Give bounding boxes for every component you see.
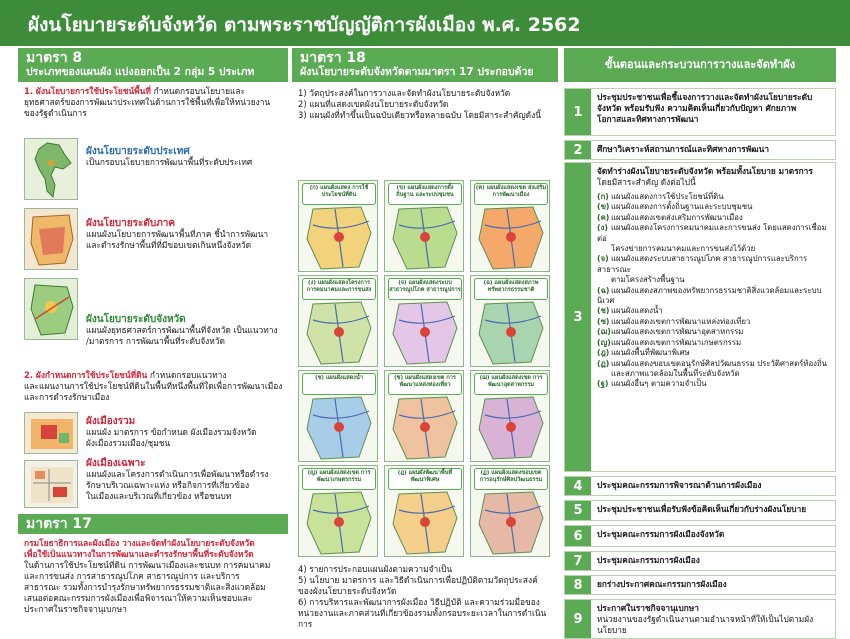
provincial-plan-title: ผังนโยบายระดับจังหวัด [86, 314, 186, 325]
plan-map-caption: (ญ) แผนผังแสดงเขต การพัฒนาเกษตรกรรม [302, 468, 376, 490]
plan-map-card [298, 465, 378, 557]
comprehensive-plan-title: ผังเมืองรวม [86, 416, 136, 427]
regional-plan-title: ผังนโยบายระดับภาค [86, 218, 176, 229]
step-text: ประกาศในราชกิจจานุเบกษา หน่วยงานของรัฐดำเนินงานตามอำนาจหน้าที่ให้เป็นไปตามผังนโยบาย [597, 603, 814, 635]
step-number: 8 [565, 576, 591, 594]
plan-map-card [384, 275, 464, 367]
step-number: 7 [565, 552, 591, 570]
process-step [564, 476, 836, 496]
plan-map-caption: (ข) แผนผังแสดงการตั้งถิ่นฐาน และระบบชุมชน [388, 183, 462, 205]
component-item: (ฌ)แผนผังแสดงเขตการพัฒนาอุตสาหกรรม [597, 327, 744, 337]
plan-map-caption: (ค) แผนผังแสดงเขต ส่งเสริมการพัฒนาเมือง [474, 183, 548, 205]
plan-map-caption: (ช) แผนผังแสดงน้ำ [302, 373, 376, 395]
plan-map-card [470, 465, 550, 557]
plan-map-card [470, 180, 550, 272]
section-18-title: มาตรา 18 [300, 50, 366, 66]
plan-map-caption: (ก) แผนผังแสดง การใช้ประโยชน์ที่ดิน [302, 183, 376, 205]
section-18-subtitle: ผังนโยบายระดับจังหวัดตามมาตรา 17 ประกอบด้วย [300, 66, 534, 78]
step-text: จัดทำร่างผังนโยบายระดับจังหวัด พร้อมทั้งนโยบาย มาตรการ โดยมีสาระสำคัญ ดังต่อไปนี้ (ก) แผนผังแสดงการใช้ประโยชน์ที่ดิน (ข) แผนผังแสดงการตั้งถิ่นฐานและระบบชุมชน (ค) แผนผังแสดงเขตส่งเสริมการพัฒนาเมือง (ง) แผนผังแสดงโครงการคมนาคมและการขนส่ง โดยแสดงการเชื่อมต่อ โครงข่ายการคมนาคมและการขนส่งไว้ด้วย (จ) แผนผังแสดงระบบสาธารณูปโภค สาธารณูปการและบริการสาธารณะ ตามโครงสร้างพื้นฐาน (ฉ) แผนผังแสดงสภาพของทรัพยากรธรรมชาติสิ่งแวดล้อมและระบบนิเวศ (ช) แผนผังแสดงน้ำ (ซ) แผนผังแสดงเขตการพัฒนาแหล่งท่องเที่ยว (ฌ)แผนผังแสดงเขตการพัฒนาอุตสาหกรรม (ญ)แผนผังแสดงเขตการพัฒนาเกษตรกรรม (ฎ) แผนผังพื้นที่พัฒนาพิเศษ (ฏ) แผนผังแสดงขอบเขตอนุรักษ์ศิลปวัฒนธรรม ประวัติศาสตร์ท้องถิ่น และสภาพแวดล้อมในพื้นที่ระดับจังหวัด (ฐ) แผนผังอื่นๆ ตามความจำเป็น [597, 166, 831, 390]
column-section-18 [292, 48, 558, 629]
draft-plan-components [597, 192, 831, 390]
process-step [564, 525, 836, 547]
comprehensive-plan-image [24, 412, 78, 454]
plan-map-grid [298, 180, 552, 560]
process-step [564, 551, 836, 571]
step-number: 6 [565, 526, 591, 546]
component-item: (ช) แผนผังแสดงน้ำ [597, 306, 663, 316]
component-item: (ญ)แผนผังแสดงเขตการพัฒนาเกษตรกรรม [597, 337, 742, 347]
page-title: ผังนโยบายระดับจังหวัด ตามพระราชบัญญัติการผังเมือง พ.ศ. 2562 [28, 14, 581, 36]
step-text: ประชุมคณะกรรมการพิจารณาด้านการผังเมือง [597, 480, 762, 490]
plan-map-card [298, 275, 378, 367]
comprehensive-plan-block: ผังเมืองรวม แผนผัง มาตรการ ข้อกำหนด ผังเมืองรวมจังหวัด ผังเมืองรวมเมือง/ชุมชน [86, 416, 286, 449]
component-item: โครงข่ายการคมนาคมและการขนส่งไว้ด้วย [611, 244, 756, 254]
plan-map-caption: (ฌ) แผนผังแสดงเขต การพัฒนาอุตสาหกรรม [474, 373, 548, 395]
provincial-plan-block: ผังนโยบายระดับจังหวัด แผนผังยุทธศาสตร์การพัฒนาพื้นที่จังหวัด เป็นแนวทาง /มาตรการ การพัฒนาพื้นที่ระดับจังหวัด [86, 314, 286, 347]
component-item: (ข) แผนผังแสดงการตั้งถิ่นฐานและระบบชุมชน [597, 202, 753, 212]
land-use-plan-heading: 2. ผังกำหนดการใช้ประโยชน์ที่ดิน [24, 370, 148, 380]
specific-plan-image [24, 460, 78, 508]
specific-plan-title: ผังเมืองเฉพาะ [86, 458, 146, 469]
step-number: 3 [565, 163, 591, 471]
step-number: 9 [565, 600, 591, 638]
process-title: ขั้นตอนและกระบวนการวางและจัดทำผัง [604, 58, 796, 71]
component-item: (ซ) แผนผังแสดงเขตการพัฒนาแหล่งท่องเที่ยว [597, 316, 751, 326]
step-text: ประชุมประชาชนเพื่อรับฟังข้อคิดเห็นเกี่ยวกับร่างผังนโยบาย [597, 504, 807, 514]
plan-map-card [470, 275, 550, 367]
plan-map-caption: (ฎ) แผนผังพัฒนาพื้นที่ พัฒนาพิเศษ [388, 468, 462, 490]
plan-map-card [384, 370, 464, 462]
plan-map-caption: (จ) แผนผังแสดงระบบ สาธารณูปโภค สาธารณูปการ [388, 278, 462, 300]
provincial-map-image [24, 278, 78, 340]
step-number: 5 [565, 501, 591, 520]
specific-plan-block: ผังเมืองเฉพาะ แผนผังและโครงการดำเนินการเพื่อพัฒนาหรือดำรง รักษาบริเวณเฉพาะแห่ง หรือกิจการที่เกี่ยวข้อง ในเมืองและบริเวณที่เกี่ยวข้อง หรือชนบท [86, 458, 288, 502]
process-header [564, 48, 836, 82]
national-plan-desc: เป็นกรอบนโยบายการพัฒนาพื้นที่ระดับประเทศ [86, 157, 253, 167]
component-item: (ก) แผนผังแสดงการใช้ประโยชน์ที่ดิน [597, 192, 724, 201]
component-item: (ฉ) แผนผังแสดงสภาพของทรัพยากรธรรมชาติสิ่งแวดล้อมและระบบนิเวศ [597, 285, 822, 306]
section-8-subtitle: ประเภทของแผนผัง แบ่งออกเป็น 2 กลุ่ม 5 ประเภท [26, 66, 255, 78]
plan-map-card [470, 370, 550, 462]
plan-map-caption: (ซ) แผนผังแสดงเขต การพัฒนาแหล่งท่องเที่ยว [388, 373, 462, 395]
component-item: (ง) แผนผังแสดงโครงการคมนาคมและการขนส่ง โดยแสดงการเชื่อมต่อ [597, 223, 827, 243]
plan-map-caption: (ฉ) แผนผังแสดงสภาพ ทรัพยากรธรรมชาติ [474, 278, 548, 300]
national-plan-block [86, 146, 286, 168]
regional-plan-block: ผังนโยบายระดับภาค แผนผังนโยบายการพัฒนาพื้นที่ภาค ชี้นำการพัฒนา และดำรงรักษาพื้นที่ที่มีขอบเขตเกินหนึ่งจังหวัด [86, 218, 286, 251]
component-item: ตามโครงสร้างพื้นฐาน [611, 275, 685, 285]
process-step [564, 88, 836, 136]
page-banner [0, 0, 850, 46]
component-item: (ฏ) แผนผังแสดงขอบเขตอนุรักษ์ศิลปวัฒนธรรม ประวัติศาสตร์ท้องถิ่น [597, 358, 827, 368]
plan-map-card [298, 370, 378, 462]
plan-map-caption: (ง) แผนผังแสดงโครงการ การคมนาคมและการขนส่ง [302, 278, 376, 300]
process-step [564, 599, 836, 639]
section-8-header [18, 48, 288, 82]
component-item: (จ) แผนผังแสดงระบบสาธารณูปโภค สาธารณูปการและบริการสาธารณะ [597, 254, 808, 274]
national-plan-title: ผังนโยบายระดับประเทศ [86, 146, 190, 157]
plan-map-caption: (ฏ) แผนผังแสดงขอบเขต การอนุรักษ์ศิลปวัฒนธรรม [474, 468, 548, 490]
column-section-8 [18, 48, 288, 614]
section-17-body: กรมโยธาธิการและผังเมือง วางและจัดทำผังนโยบายระดับจังหวัด เพื่อใช้เป็นแนวทางในการพัฒนาและดำรงรักษาพื้นที่ระดับจังหวัด ในด้านการใช้ประโยชน์ที่ดิน การพัฒนาเมืองและชนบท การคมนาคม และการขนส่ง การสาธารณูปโภค สาธารณูปการ และบริการ สาธารณะ รวมทั้งการบำรุงรักษาทรัพยากรธรรมชาติและสิ่งแวดล้อม เสนอต่อคณะกรรมการผังเมืองเพื่อพิจารณาให้ความเห็นชอบและ ประกาศในราชกิจจานุเบกษา [24, 538, 271, 614]
process-step [564, 140, 836, 160]
section-17-title: มาตรา 17 [26, 516, 92, 532]
section-8-title: มาตรา 8 [26, 50, 83, 66]
section-18-items-top: 1) วัตถุประสงค์ในการวางและจัดทำผังนโยบายระดับจังหวัด 2) แผนที่แสดงเขตผังนโยบายระดับจังหวัด 3) แผนผังที่ทำขึ้นเป็นฉบับเดียวหรือหลายฉบับ โดยมีสาระสำคัญดังนี้ [298, 88, 541, 120]
section-17-header [18, 514, 288, 534]
step-text: ประชุมคณะกรรมการผังเมืองจังหวัด [597, 529, 725, 539]
component-item: (ค) แผนผังแสดงเขตส่งเสริมการพัฒนาเมือง [597, 212, 743, 222]
step-number: 1 [565, 89, 591, 135]
land-use-plan-intro: 2. ผังกำหนดการใช้ประโยชน์ที่ดิน กำหนดกรอบแนวทาง และแผนงานการใช้ประโยชน์ที่ดินในพื้นที่หนึ่งพื้นที่ใดเพื่อการพัฒนาเมือง และการดำรงรักษาเมือง [24, 370, 283, 402]
policy-plan-heading: 1. ผังนโยบายการใช้ประโยชน์พื้นที่ [24, 86, 151, 96]
policy-plan-intro: 1. ผังนโยบายการใช้ประโยชน์พื้นที่ กำหนดกรอบนโยบายและ ยุทธศาสตร์ของการพัฒนาประเทศในด้านการใช้พื้นที่เพื่อให้หน่วยงาน ของรัฐดำเนินการ [24, 86, 271, 118]
step-number: 4 [565, 477, 591, 495]
thailand-map-image [24, 138, 78, 200]
component-item: และสภาพแวดล้อมในพื้นที่ระดับจังหวัด [611, 368, 740, 378]
step-text: ศึกษาวิเคราะห์สถานการณ์และทิศทางการพัฒนา [597, 144, 769, 154]
step-text: ประชุมคณะกรรมการผังเมือง [597, 555, 700, 565]
step-number: 2 [565, 141, 591, 159]
regional-map-image [24, 208, 78, 270]
process-step [564, 575, 836, 595]
plan-map-card [298, 180, 378, 272]
process-step [564, 162, 836, 472]
plan-map-card [384, 180, 464, 272]
section-18-items-bottom: 4) รายการประกอบแผนผังตามความจำเป็น 5) นโยบาย มาตรการ และวิธีดำเนินการเพื่อปฏิบัติตามวัตถุประสงค์ ของผังนโยบายระดับจังหวัด 6) การบริหารและพัฒนาการผังเมือง วิธีปฏิบัติ และความร่วมมือของ หน่วยงานและภาคส่วนที่เกี่ยวข้องรวมทั้งกรอบระยะเวลาในการดำเนินการ [298, 564, 547, 629]
column-process-steps [564, 48, 836, 635]
step-text: ยกร่างประกาศคณะกรรมการผังเมือง [597, 579, 727, 589]
process-step [564, 500, 836, 521]
section-18-header [292, 48, 558, 82]
plan-map-card [384, 465, 464, 557]
component-item: (ฐ) แผนผังอื่นๆ ตามความจำเป็น [597, 379, 707, 389]
component-item: (ฎ) แผนผังพื้นที่พัฒนาพิเศษ [597, 348, 690, 358]
step-text: ประชุมประชาชนเพื่อชี้แจงการวางและจัดทำผังนโยบายระดับ จังหวัด พร้อมรับฟัง ความคิดเห็นเกี่ยวกับปัญหา ศักยภาพ โอกาสและทิศทางการพัฒนา [597, 92, 813, 124]
